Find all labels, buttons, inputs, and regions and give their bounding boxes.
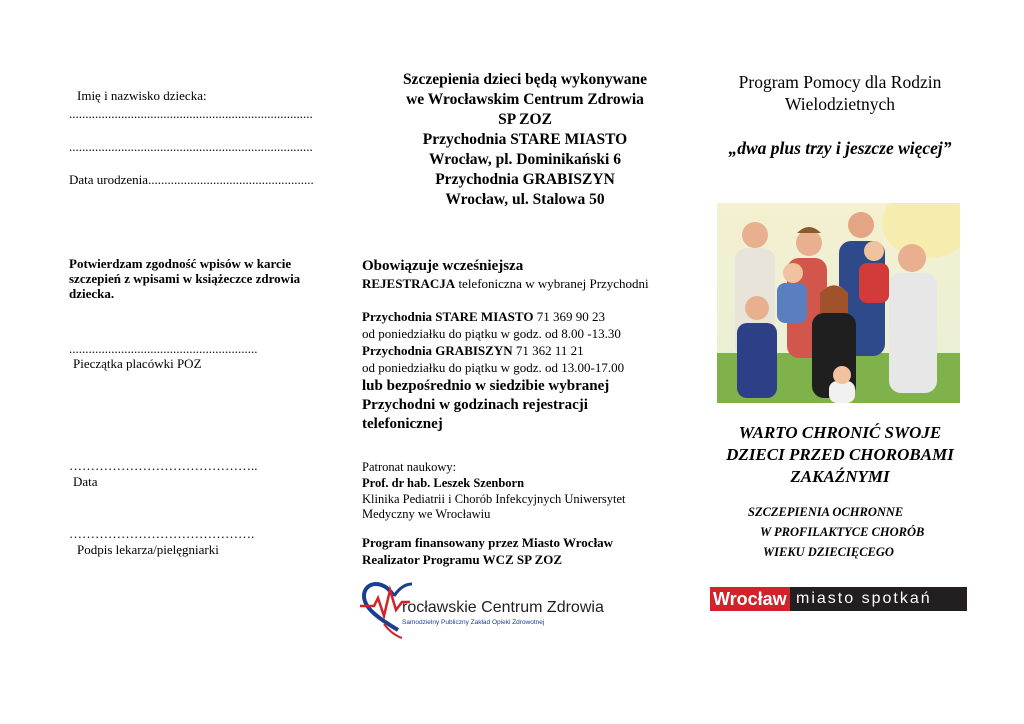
- child-name-dots: ...........................................................................: [69, 106, 313, 121]
- header-line: we Wrocławskim Centrum Zdrowia: [406, 91, 644, 108]
- header-line: Wrocław, ul. Stalowa 50: [445, 191, 605, 208]
- szczepienia-line-1: SZCZEPIENIA OCHRONNE: [748, 505, 904, 519]
- program-slogan: „dwa plus trzy i jeszcze więcej”: [728, 138, 952, 158]
- header-line: SP ZOZ: [498, 111, 552, 128]
- patronage-name: Prof. dr hab. Leszek Szenborn: [362, 476, 525, 490]
- clinic1-line: [362, 309, 605, 324]
- registration-rest: telefoniczna w wybranej Przychodni: [455, 276, 649, 291]
- clinic2-phone: 71 362 11 21: [512, 343, 584, 358]
- szczepienia-line-3: WIEKU DZIECIĘCEGO: [763, 545, 894, 559]
- clinic1-hours: od poniedziałku do piątku w godz. od 8.00 -13.30: [362, 326, 621, 341]
- financing-1: Program finansowany przez Miasto Wrocław: [362, 535, 614, 550]
- patronage-clinic-2: Medyczny we Wrocławiu: [362, 507, 491, 521]
- header-line: Przychodnia STARE MIASTO: [422, 131, 628, 148]
- wroclaw-logo-red: Wrocław: [710, 587, 790, 611]
- direct-line: telefonicznej: [362, 416, 443, 432]
- program-title-line: Program Pomocy dla Rodzin: [738, 72, 942, 92]
- warto-line: DZIECI PRZED CHOROBAMI: [726, 445, 954, 464]
- stamp-label: Pieczątka placówki POZ: [73, 356, 202, 371]
- wcz-logo: [360, 580, 620, 642]
- header-line: Wrocław, pl. Dominikański 6: [429, 151, 621, 168]
- child-name-dots-2: ...........................................................................: [69, 139, 313, 154]
- family-photo: [717, 203, 960, 403]
- warto-line: WARTO CHRONIĆ SWOJE: [738, 423, 942, 442]
- obligatory-heading: Obowiązuje wcześniejsza: [362, 258, 524, 274]
- clinic2-hours: od poniedziałku do piątku w godz. od 13.00-17.00: [362, 360, 625, 375]
- clinic2-name: Przychodnia GRABISZYN: [362, 343, 513, 358]
- date-dots: ……………………………………..: [69, 458, 258, 473]
- confirm-text: Potwierdzam zgodność wpisów w karcie szczepień z wpisami w książeczce zdrowia dziecka.: [69, 256, 301, 301]
- clinic2-line: [362, 343, 584, 358]
- wroclaw-logo: [710, 587, 967, 611]
- program-title: [690, 71, 990, 115]
- szczepienia-line-2: W PROFILAKTYCE CHORÓB: [760, 525, 925, 539]
- vaccination-header: [370, 70, 680, 210]
- registration-line: [362, 276, 649, 291]
- signature-label: Podpis lekarza/pielęgniarki: [77, 542, 219, 557]
- program-title-line: Wielodzietnych: [784, 94, 896, 114]
- patronage-clinic-1: Klinika Pediatrii i Chorób Infekcyjnych Uniwersytet: [362, 492, 626, 506]
- clinic1-phone: 71 369 90 23: [533, 309, 605, 324]
- clinic1-name: Przychodnia STARE MIASTO: [362, 309, 534, 324]
- wcz-logo-subtitle: Samodzielny Publiczny Zakład Opieki Zdrowotnej: [402, 619, 545, 626]
- stamp-dots: ..........................................................: [69, 341, 258, 356]
- wroclaw-logo-tagline: miasto spotkań: [790, 587, 967, 611]
- date-label: Data: [73, 474, 98, 489]
- child-name-label: Imię i nazwisko dziecka:: [77, 88, 207, 103]
- warto-heading: [690, 422, 990, 488]
- family-photo-image: [717, 203, 960, 403]
- birth-date-field: Data urodzenia...................................................: [69, 172, 314, 187]
- signature-dots: …………………………………….: [69, 526, 255, 541]
- direct-registration: [362, 377, 609, 434]
- header-line: Szczepienia dzieci będą wykonywane: [402, 71, 648, 88]
- registration-bold: REJESTRACJA: [362, 276, 456, 291]
- financing-2: Realizator Programu WCZ SP ZOZ: [362, 552, 563, 567]
- header-line: Przychodnia GRABISZYN: [435, 171, 615, 188]
- patronage-label: Patronat naukowy:: [362, 460, 457, 474]
- wcz-logo-title: rocławskie Centrum Zdrowia: [402, 599, 604, 616]
- warto-line: ZAKAŹNYMI: [790, 467, 890, 486]
- direct-line: Przychodni w godzinach rejestracji: [362, 397, 588, 413]
- left-column: [0, 0, 360, 724]
- direct-line: lub bezpośrednio w siedzibie wybranej: [362, 378, 610, 394]
